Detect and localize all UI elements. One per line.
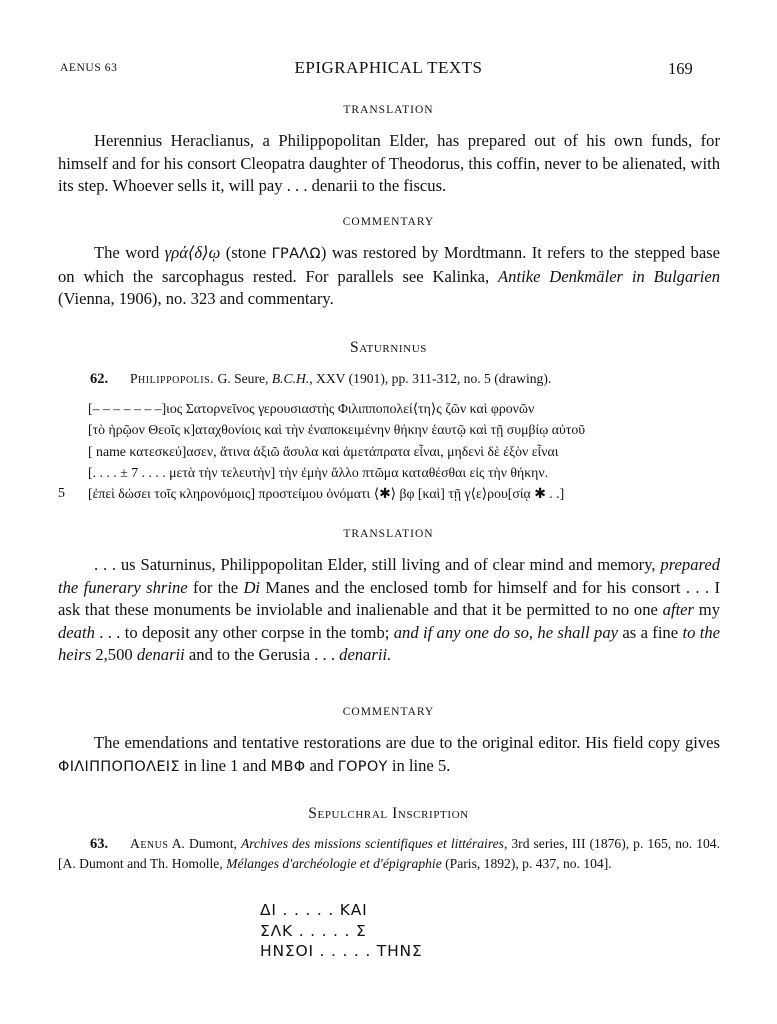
stone-reading: ΓΡΑΛΩ xyxy=(271,246,321,262)
archives-title: Archives des missions scientifiques et littéraires xyxy=(240,836,504,851)
entry-62-citation: 62. Philippopolis. G. Seure, B.C.H., XXV (1901), pp. 311-312, no. 5 (drawing). xyxy=(58,369,720,389)
greek-line-2: [τὸ ἡρῷον Θεοῖς κ]αταχθονίοις καὶ τὴν ἐναποκειμένην θήκην ἑαυτῷ καὶ τῇ συμβίῳ αὐτοῦ xyxy=(88,422,586,438)
saturninus-heading: Saturninus xyxy=(350,339,427,356)
inscription-line-2: ΣΛΚ . . . . . Σ xyxy=(260,921,367,940)
inscription-copy xyxy=(260,900,423,962)
field-copy-line5: ΓΟΡΟΥ xyxy=(337,758,388,775)
entry-63-citation: 63. Aenus A. Dumont, Archives des missions scientifiques et littéraires, 3rd series, III (1876), p. 165, no. 104. [A. Dumont and Th. Homolle, Mélanges d'archéologie et d'épigraphie (Paris, 1892), p. 437, no. 104]. xyxy=(58,836,720,871)
translation-paragraph-2: . . . us Saturninus, Philippopolitan Elder, still living and of clear mind and memory, prepared the funerary shrine for the Di Manes and the enclosed tomb for himself and for his consort . . . I ask that these monuments be inviolable and inalienable and that it be permitted to no one after my death . . . to deposit any other corpse in the tomb; and if any one do so, he shall pay as a fine to the heirs 2,500 denarii and to the Gerusia . . . denarii. xyxy=(58,555,720,664)
greek-word: γρά⟨δ⟩ῳ xyxy=(164,243,221,262)
commentary-paragraph-1: The word γρά⟨δ⟩ῳ (stone ΓΡΑΛΩ) was restored by Mordtmann. It refers to the stepped base on which the sarcophagus rested. For parallels see Kalinka, Antike Denkmäler in Bulgarien (Vienna, 1906), no. 323 and commentary. xyxy=(58,243,721,308)
field-copy-line1: ΦΙΛΙΠΠΟΠΟΛΕΙΣ xyxy=(58,758,180,775)
journal-title: B.C.H. xyxy=(271,371,310,386)
greek-line-3: [ name κατεσκεύ]ασεν, ἅτινα ἀξιῶ ἄσυλα καὶ ἀμετάπρατα εἶναι, μηδενὶ δὲ ἐξὸν εἶναι xyxy=(88,443,559,459)
entry-place-63: Aenus xyxy=(130,836,169,851)
line-number-5: 5 xyxy=(58,486,65,501)
translation-heading-1: TRANSLATION xyxy=(343,104,434,116)
running-header-left: AENUS 63 xyxy=(60,62,118,74)
entry-number-63: 63. xyxy=(90,836,109,852)
translation-heading-2: TRANSLATION xyxy=(343,528,434,540)
inscription-line-1: ΔΙ . . . . . ΚΑΙ xyxy=(260,901,368,919)
greek-inscription-text xyxy=(88,398,728,504)
commentary-paragraph-2: The emendations and tentative restorations are due to the original editor. His field copy gives ΦΙΛΙΠΠΟΠΟΛΕΙΣ in line 1 and ΜΒΦ and ΓΟΡΟΥ in line 5. xyxy=(58,733,720,775)
field-copy-mbf: ΜΒΦ xyxy=(270,758,306,775)
commentary-heading-2: COMMENTARY xyxy=(342,706,435,718)
inscription-line-3: ΗΝΣΟΙ . . . . . ΤΗΝΣ xyxy=(260,942,423,960)
melanges-title: Mélanges d'archéologie et d'épigraphie xyxy=(226,856,442,871)
entry-number: 62. xyxy=(90,371,109,387)
translation-paragraph-1 xyxy=(58,130,720,198)
page-number: 169 xyxy=(668,59,693,78)
translation-text-1: Herennius Heraclianus, a Philippopolitan Elder, has prepared out of his own funds, for himself and for his consort Cleopatra daughter of Theodorus, this coffin, never to be alienated, with its step. Whoever sells it, will pay . . . denarii to the fiscus. xyxy=(58,131,720,195)
entry-place: Philippopolis. xyxy=(130,371,215,386)
greek-line-5: [ἐπεὶ δώσει τοῖς κληρονόμοις] προστείμου ὀνόματι ⟨✱⟩ βφ [καὶ] τῇ γ⟨ε⟩ρου[σίᾳ ✱ . .] xyxy=(88,486,565,502)
book-title: Antike Denkmäler in Bulgarien xyxy=(498,266,720,286)
greek-line-1: [– – – – – – –]ιος Σατορνεῖνος γερουσιαστὴς Φιλιπποπολεί⟨τη⟩ς ζῶν καὶ φρονῶν xyxy=(88,401,535,416)
commentary-heading-1: COMMENTARY xyxy=(342,216,435,228)
sepulchral-heading: Sepulchral Inscription xyxy=(308,805,469,822)
running-header-title: EPIGRAPHICAL TEXTS xyxy=(294,58,483,77)
greek-line-4: [. . . . ± 7 . . . . μετὰ τὴν τελευτὴν] τὴν ἐμὴν ἄλλο πτῶμα καταθέσθαι εἰς τὴν θήκην. xyxy=(88,464,549,480)
